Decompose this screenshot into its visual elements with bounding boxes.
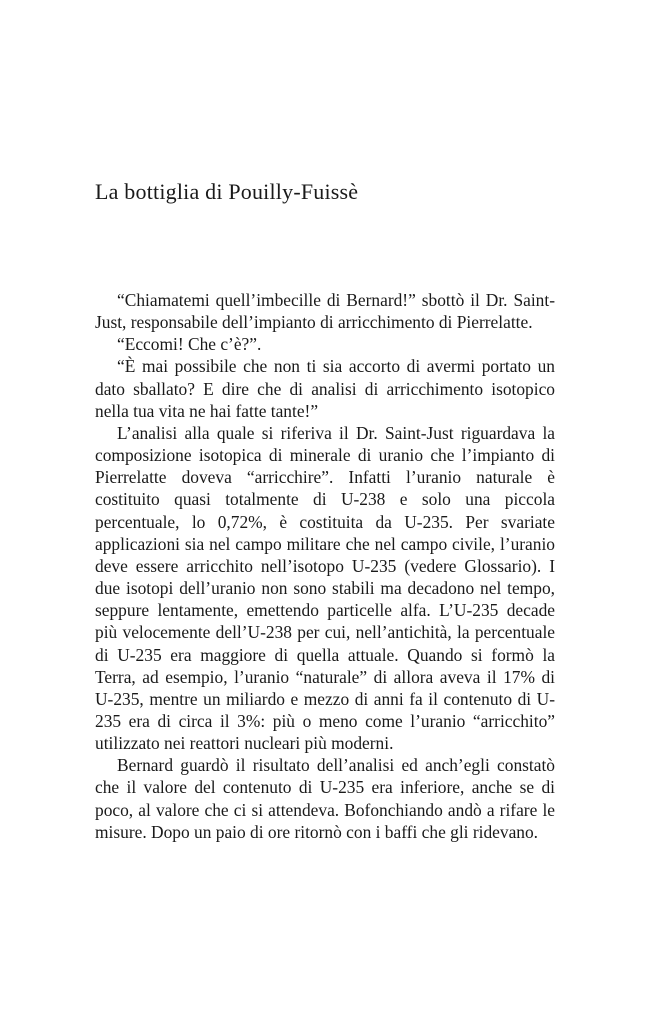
- chapter-body: [95, 289, 555, 843]
- chapter-title: La bottiglia di Pouilly-Fuissè: [95, 179, 359, 204]
- paragraph: Bernard guardò il risultato dell’analisi ed anch’egli constatò che il valore del contenuto di U-235 era inferiore, anche se di poco, al valore che ci si attendeva. Bofonchiando andò a rifare le misure. Dopo un paio di ore ritornò con i baffi che gli ridevano.: [95, 755, 555, 842]
- paragraph: “Eccomi! Che c’è?”.: [117, 334, 262, 355]
- paragraph: “Chiamatemi quell’imbecille di Bernard!” sbottò il Dr. Saint-Just, responsabile dell’impianto di arricchimento di Pierrelatte.: [95, 290, 555, 333]
- paragraph: “È mai possibile che non ti sia accorto di avermi portato un dato sballato? E dire che di analisi di arricchimento isotopico nella tua vita ne hai fatte tante!”: [95, 356, 555, 421]
- paragraph: L’analisi alla quale si riferiva il Dr. Saint-Just riguardava la composizione isotopica di minerale di uranio che l’impianto di Pierrelatte doveva “arricchire”. Infatti l’uranio naturale è costituito quasi totalmente di U-238 e solo una piccola percentuale, lo 0,72%, è costituita da U-235. Per svariate applicazioni sia nel campo militare che nel campo civile, l’uranio deve essere arricchito nell’isotopo U-235 (vedere Glossario). I due isotopi dell’uranio non sono stabili ma decadono nel tempo, seppure lentamente, emettendo particelle alfa. L’U-235 decade più velocemente dell’U-238 per cui, nell’antichità, la percentuale di U-235 era maggiore di quella attuale. Quando si formò la Terra, ad esempio, l’uranio “naturale” di allora aveva il 17% di U-235, mentre un miliardo e mezzo di anni fa il contenuto di U-235 era di circa il 3%: più o meno come l’uranio “arricchito” utilizzato nei reattori nucleari più moderni.: [95, 422, 555, 754]
